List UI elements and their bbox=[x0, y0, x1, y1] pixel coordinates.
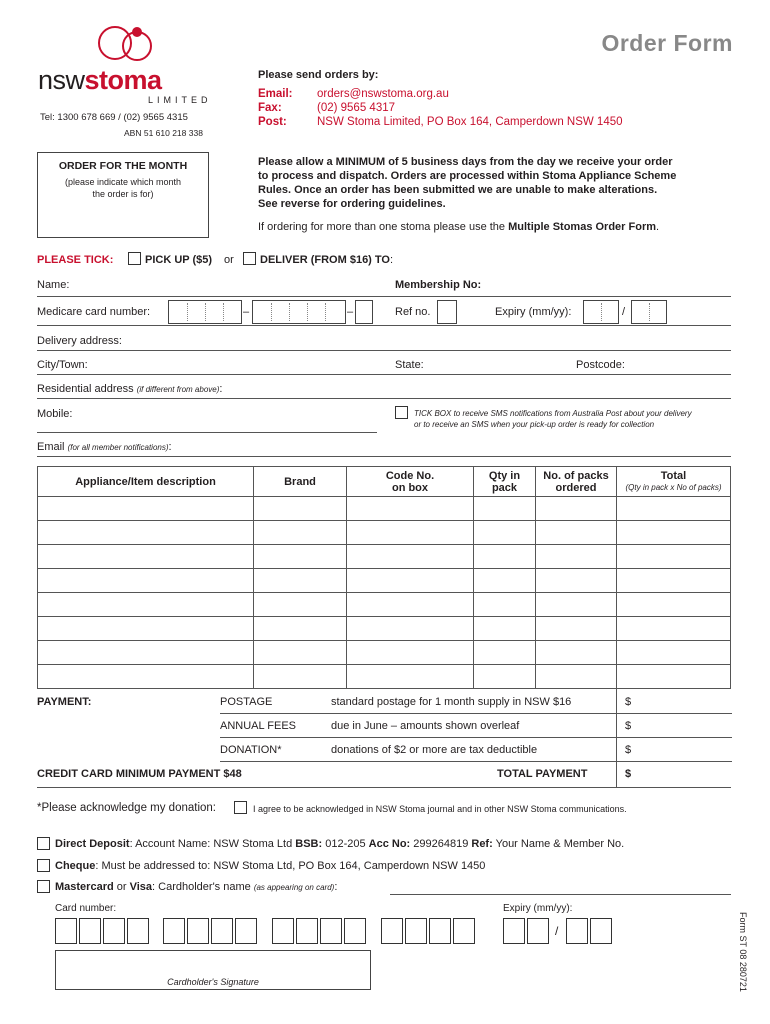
cell-qty[interactable] bbox=[474, 521, 536, 545]
cell-code[interactable] bbox=[347, 665, 474, 689]
cell-brand[interactable] bbox=[254, 497, 347, 521]
multi-prefix: If ordering for more than one stoma please use the bbox=[258, 221, 509, 233]
pickup-label: PICK UP ($5) bbox=[145, 254, 213, 266]
table-row bbox=[38, 569, 731, 593]
page-title: Order Form bbox=[601, 30, 733, 56]
cell-packs[interactable] bbox=[536, 617, 617, 641]
col-qty-2: pack bbox=[491, 481, 518, 494]
post-value: NSW Stoma Limited, PO Box 164, Camperdown NSW 1450 bbox=[317, 116, 623, 128]
post-label: Post: bbox=[258, 116, 287, 128]
brand-abn: ABN 51 610 218 338 bbox=[124, 128, 203, 138]
card-digit-box[interactable] bbox=[405, 918, 427, 944]
membership-label: Membership No: bbox=[395, 279, 482, 291]
card-expiry-box-2[interactable] bbox=[527, 918, 549, 944]
cell-qty[interactable] bbox=[474, 569, 536, 593]
tick-label: PLEASE TICK: bbox=[37, 254, 114, 266]
postage-label: POSTAGE bbox=[220, 696, 273, 708]
table-row bbox=[38, 497, 731, 521]
cell-code[interactable] bbox=[347, 521, 474, 545]
expiry-label: Expiry (mm/yy): bbox=[495, 306, 572, 318]
notice-line-1: Please allow a MINIMUM of 5 business days from the day we receive your order bbox=[258, 156, 673, 168]
card-line bbox=[55, 881, 337, 893]
order-month-box[interactable] bbox=[37, 152, 209, 238]
cell-qty[interactable] bbox=[474, 617, 536, 641]
cell-brand[interactable] bbox=[254, 593, 347, 617]
cell-total[interactable] bbox=[617, 497, 731, 521]
donation-amount[interactable]: $ bbox=[625, 744, 632, 756]
cell-code[interactable] bbox=[347, 593, 474, 617]
residential-rule bbox=[37, 398, 731, 399]
table-header-row bbox=[38, 467, 731, 497]
brand-tel: Tel: 1300 678 669 / (02) 9565 4315 bbox=[40, 112, 188, 123]
name-label: Name: bbox=[37, 279, 70, 291]
delivery-rule bbox=[37, 350, 731, 351]
month-hint-2: the order is for) bbox=[92, 189, 154, 199]
fees-amount[interactable]: $ bbox=[625, 720, 632, 732]
card-digit-box[interactable] bbox=[187, 918, 209, 944]
cell-total[interactable] bbox=[617, 665, 731, 689]
cell-brand[interactable] bbox=[254, 617, 347, 641]
mobile-rule bbox=[37, 432, 377, 433]
total-rule bbox=[37, 787, 731, 788]
cell-code[interactable] bbox=[347, 641, 474, 665]
col-desc: Appliance/Item description bbox=[38, 467, 254, 497]
deliver-text: DELIVER (FROM $16) TO bbox=[260, 254, 390, 266]
donation-rule bbox=[220, 761, 616, 762]
cell-total[interactable] bbox=[617, 617, 731, 641]
medicare-dash-2: – bbox=[347, 306, 354, 318]
card-checkbox[interactable] bbox=[37, 880, 50, 893]
email-value: orders@nswstoma.org.au bbox=[317, 88, 449, 100]
dd-ref-label: Ref: bbox=[471, 838, 493, 850]
fax-label: Fax: bbox=[258, 102, 282, 114]
cell-total[interactable] bbox=[617, 593, 731, 617]
notice-multi bbox=[258, 221, 659, 233]
col-code-1: Code No. bbox=[385, 469, 435, 482]
cell-desc[interactable] bbox=[38, 521, 254, 545]
mobile-label: Mobile: bbox=[37, 408, 73, 420]
card-digit-box[interactable] bbox=[235, 918, 257, 944]
cheque-label: Cheque bbox=[55, 860, 96, 872]
ref-label: Ref no. bbox=[395, 306, 431, 318]
postage-amount[interactable]: $ bbox=[625, 696, 632, 708]
cell-packs[interactable] bbox=[536, 665, 617, 689]
cell-total[interactable] bbox=[617, 545, 731, 569]
sms-line-2: or to receive an SMS when your pick-up order is ready for collection bbox=[414, 420, 655, 429]
payment-label: PAYMENT: bbox=[37, 696, 92, 708]
cheque-checkbox[interactable] bbox=[37, 859, 50, 872]
postage-desc: standard postage for 1 month supply in NSW $16 bbox=[331, 696, 572, 708]
medicare-rule bbox=[37, 325, 731, 326]
medicare-dash-1: – bbox=[243, 306, 250, 318]
fees-label: ANNUAL FEES bbox=[220, 720, 297, 732]
medicare-label: Medicare card number: bbox=[37, 306, 151, 318]
col-packs bbox=[536, 467, 617, 497]
col-total-2: (Qty in pack x No of packs) bbox=[625, 482, 722, 492]
email-colon: : bbox=[168, 441, 172, 453]
card-or: or bbox=[113, 881, 130, 893]
cell-desc[interactable] bbox=[38, 641, 254, 665]
name-rule bbox=[37, 296, 731, 297]
card-digit-box[interactable] bbox=[211, 918, 233, 944]
email-text: Email bbox=[37, 441, 65, 453]
ref-box[interactable] bbox=[437, 300, 457, 324]
ack-label: *Please acknowledge my donation: bbox=[37, 802, 217, 814]
card-colon: : bbox=[334, 881, 338, 893]
deliver-colon: : bbox=[389, 254, 394, 266]
direct-deposit-line bbox=[55, 838, 624, 850]
tick-or: or bbox=[224, 254, 234, 266]
card-digit-box[interactable] bbox=[79, 918, 101, 944]
items-table bbox=[37, 466, 731, 689]
card-digit-box[interactable] bbox=[429, 918, 451, 944]
cell-desc[interactable] bbox=[38, 593, 254, 617]
send-heading: Please send orders by: bbox=[258, 69, 379, 81]
cell-qty[interactable] bbox=[474, 545, 536, 569]
fax-value: (02) 9565 4317 bbox=[317, 102, 396, 114]
cell-brand[interactable] bbox=[254, 569, 347, 593]
card-digit-box[interactable] bbox=[381, 918, 403, 944]
cell-brand[interactable] bbox=[254, 665, 347, 689]
expiry-yy-box[interactable] bbox=[631, 300, 667, 324]
card-digit-box[interactable] bbox=[453, 918, 475, 944]
brand-name-light: nsw bbox=[38, 65, 85, 95]
cell-desc[interactable] bbox=[38, 665, 254, 689]
residential-text: Residential address bbox=[37, 383, 134, 395]
logo-mark-icon bbox=[93, 22, 163, 64]
month-hint-1: (please indicate which month bbox=[64, 177, 182, 187]
card-note: (as appearing on card) bbox=[253, 883, 335, 892]
donation-desc: donations of $2 or more are tax deductible bbox=[331, 744, 538, 756]
deliver-checkbox[interactable] bbox=[243, 252, 256, 265]
cheque-text: : Must be addressed to: NSW Stoma Ltd, PO Box 164, Camperdown NSW 1450 bbox=[95, 860, 486, 872]
postage-rule bbox=[220, 713, 616, 714]
multi-suffix: . bbox=[656, 221, 660, 233]
ack-text: I agree to be acknowledged in NSW Stoma journal and in other NSW Stoma communications. bbox=[253, 804, 627, 814]
sms-checkbox[interactable] bbox=[395, 406, 408, 419]
cell-desc[interactable] bbox=[38, 545, 254, 569]
cell-code[interactable] bbox=[347, 569, 474, 593]
cell-code[interactable] bbox=[347, 617, 474, 641]
total-amount[interactable]: $ bbox=[625, 768, 632, 780]
card-digit-box[interactable] bbox=[296, 918, 318, 944]
cell-packs[interactable] bbox=[536, 641, 617, 665]
cell-qty[interactable] bbox=[474, 641, 536, 665]
email-field-label bbox=[37, 441, 172, 453]
medicare-box-3[interactable] bbox=[355, 300, 373, 324]
residential-label bbox=[37, 383, 222, 395]
cell-desc[interactable] bbox=[38, 497, 254, 521]
cell-code[interactable] bbox=[347, 545, 474, 569]
col-packs-2: ordered bbox=[555, 481, 597, 494]
email-label: Email: bbox=[258, 88, 293, 100]
dd-bsb-label: BSB: bbox=[295, 838, 323, 850]
cell-packs[interactable] bbox=[536, 497, 617, 521]
table-row bbox=[38, 545, 731, 569]
signature-label: Cardholder's Signature bbox=[167, 977, 259, 987]
dd-name: NSW Stoma Ltd bbox=[213, 838, 293, 850]
cell-qty[interactable] bbox=[474, 593, 536, 617]
medicare-box-1[interactable] bbox=[168, 300, 242, 324]
total-payment-label: TOTAL PAYMENT bbox=[497, 768, 588, 780]
city-label: City/Town: bbox=[37, 359, 88, 371]
notice-line-3: Rules. Once an order has been submitted we are unable to make alterations. bbox=[258, 184, 658, 196]
cc-min-label: CREDIT CARD MINIMUM PAYMENT $48 bbox=[37, 768, 242, 780]
cell-brand[interactable] bbox=[254, 545, 347, 569]
dd-label: Direct Deposit bbox=[55, 838, 130, 850]
col-qty-1: Qty in bbox=[488, 469, 521, 482]
direct-deposit-checkbox[interactable] bbox=[37, 837, 50, 850]
dd-acc-label: Acc No: bbox=[368, 838, 411, 850]
brand-name-bold: stoma bbox=[84, 65, 162, 95]
brand-limited: LIMITED bbox=[148, 95, 212, 105]
cell-packs[interactable] bbox=[536, 521, 617, 545]
postcode-label: Postcode: bbox=[576, 359, 625, 371]
col-code-2: on box bbox=[391, 481, 429, 494]
card-expiry-slash: / bbox=[555, 924, 559, 938]
email-rule bbox=[37, 456, 731, 457]
cell-total[interactable] bbox=[617, 521, 731, 545]
fees-rule bbox=[220, 737, 616, 738]
expiry-mm-box[interactable] bbox=[583, 300, 619, 324]
multi-form-link[interactable]: Multiple Stomas Order Form bbox=[508, 221, 657, 233]
month-heading: ORDER FOR THE MONTH bbox=[58, 160, 188, 172]
card-digit-box[interactable] bbox=[103, 918, 125, 944]
deliver-label bbox=[260, 254, 393, 266]
cell-packs[interactable] bbox=[536, 569, 617, 593]
col-brand: Brand bbox=[254, 467, 347, 497]
cardholder-rule bbox=[390, 894, 731, 895]
card-expiry-box-4[interactable] bbox=[590, 918, 612, 944]
card-number-label: Card number: bbox=[55, 903, 117, 914]
logo bbox=[38, 22, 213, 112]
cell-code[interactable] bbox=[347, 497, 474, 521]
table-row bbox=[38, 521, 731, 545]
card-digit-box[interactable] bbox=[320, 918, 342, 944]
col-total bbox=[617, 467, 731, 497]
dd-acc: 299264819 bbox=[410, 838, 472, 850]
col-qty bbox=[474, 467, 536, 497]
card-expiry-box-3[interactable] bbox=[566, 918, 588, 944]
card-digit-box[interactable] bbox=[163, 918, 185, 944]
cell-qty[interactable] bbox=[474, 497, 536, 521]
card-expiry-label: Expiry (mm/yy): bbox=[503, 903, 573, 914]
table-row bbox=[38, 593, 731, 617]
table-row bbox=[38, 617, 731, 641]
notice-line-2: to process and dispatch. Orders are processed within Stoma Appliance Scheme bbox=[258, 170, 677, 182]
state-label: State: bbox=[395, 359, 424, 371]
cell-desc[interactable] bbox=[38, 617, 254, 641]
delivery-label: Delivery address: bbox=[37, 335, 122, 347]
cell-brand[interactable] bbox=[254, 641, 347, 665]
pickup-checkbox[interactable] bbox=[128, 252, 141, 265]
card-digit-box[interactable] bbox=[272, 918, 294, 944]
cell-packs[interactable] bbox=[536, 593, 617, 617]
mastercard-label: Mastercard bbox=[55, 881, 114, 893]
col-total-1: Total bbox=[660, 469, 687, 482]
signature-box[interactable] bbox=[55, 950, 371, 990]
cell-brand[interactable] bbox=[254, 521, 347, 545]
dd-bsb: 012-205 bbox=[322, 838, 369, 850]
notice-line-4: See reverse for ordering guidelines. bbox=[258, 198, 446, 210]
cheque-line bbox=[55, 860, 485, 872]
dd-text-1: : Account Name: bbox=[129, 838, 214, 850]
cell-qty[interactable] bbox=[474, 665, 536, 689]
payment-amount-box bbox=[616, 689, 732, 787]
medicare-box-2[interactable] bbox=[252, 300, 346, 324]
card-digit-box[interactable] bbox=[344, 918, 366, 944]
card-expiry-box-1[interactable] bbox=[503, 918, 525, 944]
city-rule bbox=[37, 374, 731, 375]
cell-packs[interactable] bbox=[536, 545, 617, 569]
card-text: : Cardholder's name bbox=[152, 881, 254, 893]
col-code bbox=[347, 467, 474, 497]
card-digit-box[interactable] bbox=[127, 918, 149, 944]
donation-label: DONATION* bbox=[220, 744, 282, 756]
form-code: Form ST 08 280721 bbox=[738, 912, 748, 992]
ack-checkbox[interactable] bbox=[234, 801, 247, 814]
cell-desc[interactable] bbox=[38, 569, 254, 593]
dd-ref: Your Name & Member No. bbox=[492, 838, 625, 850]
sms-line-1: TICK BOX to receive SMS notifications from Australia Post about your delivery bbox=[414, 409, 692, 418]
cell-total[interactable] bbox=[617, 569, 731, 593]
table-row bbox=[38, 641, 731, 665]
table-row bbox=[38, 665, 731, 689]
fees-desc: due in June – amounts shown overleaf bbox=[331, 720, 520, 732]
visa-label: Visa bbox=[129, 881, 153, 893]
col-packs-1: No. of packs bbox=[543, 469, 609, 482]
expiry-slash: / bbox=[622, 306, 626, 318]
card-digit-box[interactable] bbox=[55, 918, 77, 944]
residential-note: (if different from above) bbox=[136, 385, 220, 394]
email-note: (for all member notifications) bbox=[67, 443, 169, 452]
residential-colon: : bbox=[219, 383, 223, 395]
cell-total[interactable] bbox=[617, 641, 731, 665]
